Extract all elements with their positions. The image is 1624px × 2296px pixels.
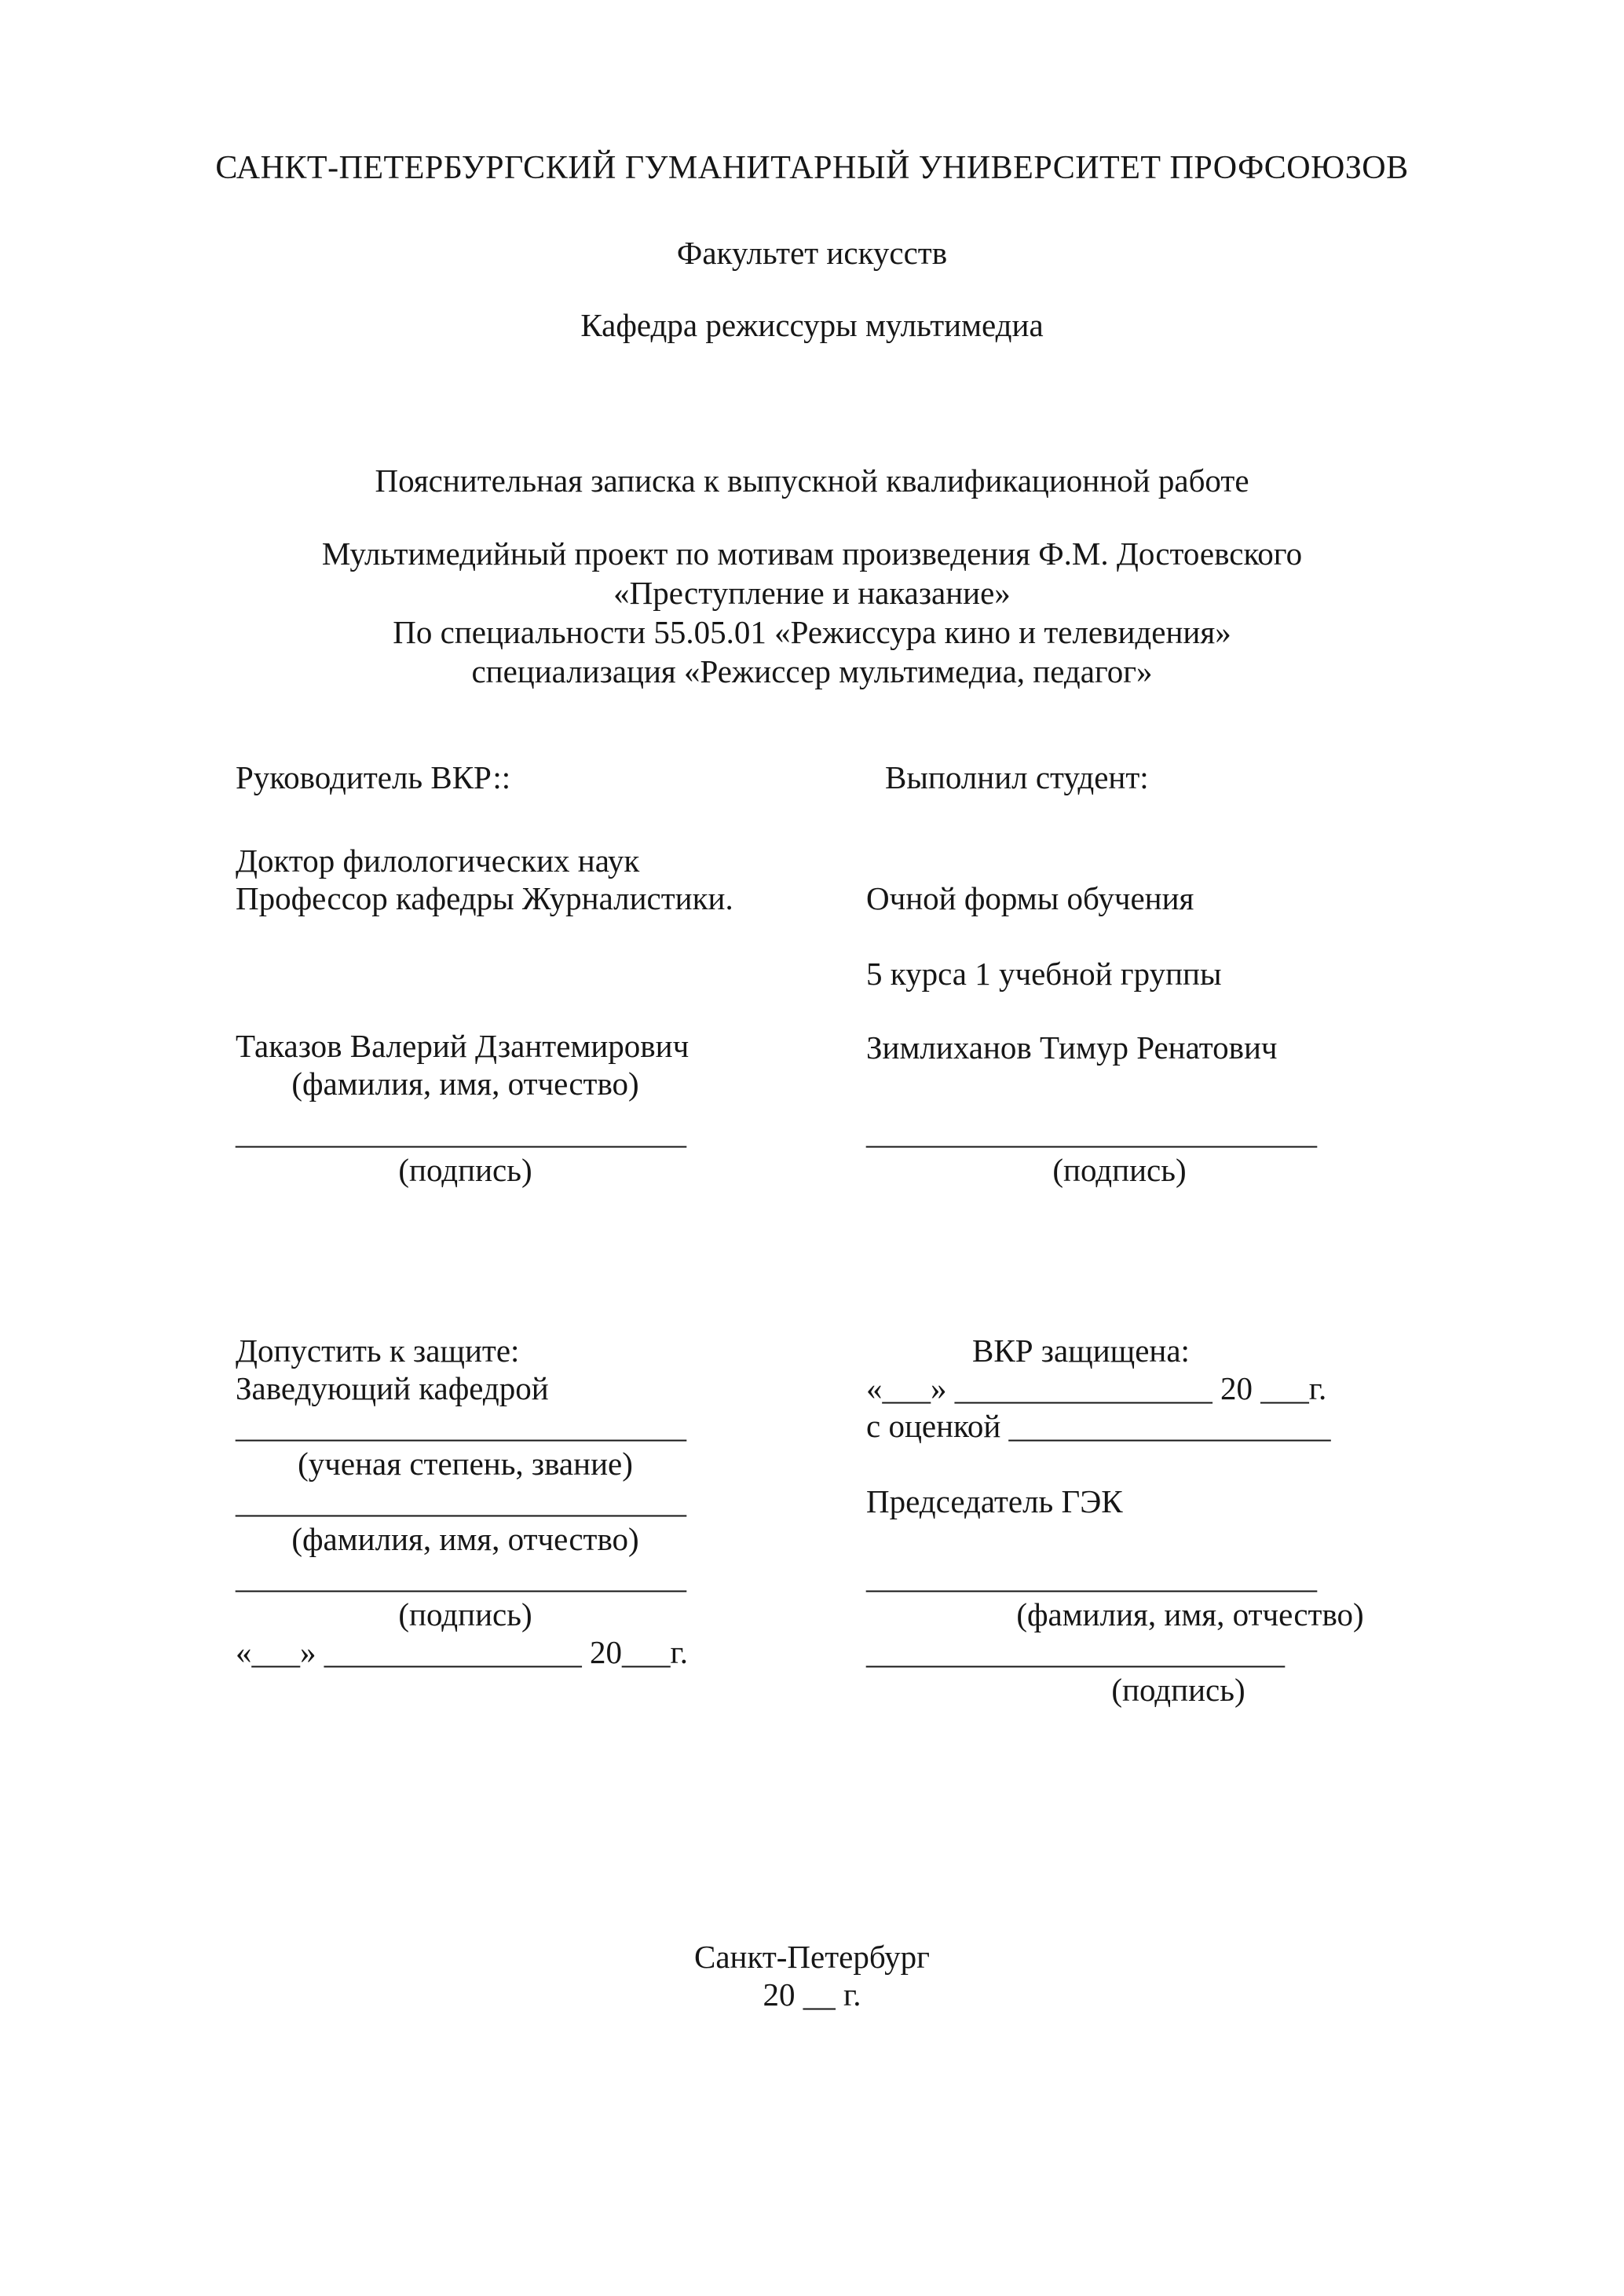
approval-section: [0, 1332, 1624, 1709]
department-name: Кафедра режиссуры мультимедиа: [580, 307, 1044, 343]
defense-grade-line: с оценкой ____________________: [866, 1408, 1331, 1444]
supervisor-position: Профессор кафедры Журналистики.: [236, 880, 733, 916]
defense-signature-caption: (подпись): [1111, 1672, 1245, 1708]
work-title-line-4: специализация «Режиссер мультимедиа, педагог»: [471, 653, 1153, 689]
supervisor-name: Таказов Валерий Дзантемирович: [236, 1028, 689, 1064]
student-group: 5 курса 1 учебной группы: [866, 956, 1222, 992]
admission-degree-caption: (ученая степень, звание): [298, 1446, 633, 1482]
admission-signature-line: ____________________________: [236, 1559, 686, 1595]
supervisor-block: [236, 759, 733, 1189]
admission-degree-line: ____________________________: [236, 1408, 686, 1444]
student-signature-caption: (подпись): [1052, 1152, 1187, 1188]
supervisor-degree: Доктор филологических наук: [236, 843, 640, 879]
faculty-name: Факультет искусств: [676, 235, 948, 271]
admission-signature-caption: (подпись): [398, 1596, 532, 1632]
admission-date-line: «___» ________________ 20___г.: [236, 1634, 688, 1670]
admission-block: [236, 1332, 695, 1671]
defense-block: [866, 1332, 1373, 1709]
supervisor-name-caption: (фамилия, имя, отчество): [291, 1066, 639, 1102]
work-type-title: Пояснительная записка к выпускной квалификационной работе: [375, 462, 1249, 499]
student-name: Зимлиханов Тимур Ренатович: [866, 1029, 1278, 1066]
work-title-line-2: «Преступление и наказание»: [613, 575, 1011, 611]
admission-name-caption: (фамилия, имя, отчество): [291, 1521, 639, 1557]
work-title: [0, 534, 1624, 691]
student-label: Выполнил студент:: [885, 759, 1149, 795]
student-signature-line: ____________________________: [866, 1114, 1317, 1150]
defense-title: ВКР защищена:: [972, 1333, 1190, 1369]
work-title-line-3: По специальности 55.05.01 «Режиссура кино и телевидения»: [393, 614, 1231, 650]
defense-chairman: Председатель ГЭК: [866, 1483, 1123, 1519]
footer-year: 20 __ г.: [763, 1976, 861, 2013]
defense-name-caption: (фамилия, имя, отчество): [1016, 1596, 1364, 1632]
defense-name-line: ____________________________: [866, 1559, 1317, 1595]
student-block: [866, 759, 1373, 1189]
supervisor-signature-line: ____________________________: [236, 1114, 686, 1150]
supervisor-signature-caption: (подпись): [398, 1152, 532, 1188]
university-name: САНКТ-ПЕТЕРБУРГСКИЙ ГУМАНИТАРНЫЙ УНИВЕРСИТЕТ ПРОФСОЮЗОВ: [215, 150, 1409, 186]
defense-date-line: «___» ________________ 20 ___г.: [866, 1370, 1327, 1406]
admission-name-line: ____________________________: [236, 1483, 686, 1519]
footer-city: Санкт-Петербург: [694, 1939, 930, 1975]
admission-subtitle: Заведующий кафедрой: [236, 1370, 549, 1406]
work-title-line-1: Мультимедийный проект по мотивам произведения Ф.М. Достоевского: [321, 536, 1303, 572]
supervisor-label: Руководитель ВКР::: [236, 759, 511, 795]
signatories-section: [0, 759, 1624, 1189]
admission-title: Допустить к защите:: [236, 1333, 520, 1369]
defense-signature-line: __________________________: [866, 1634, 1285, 1670]
student-study-form: Очной формы обучения: [866, 880, 1194, 916]
